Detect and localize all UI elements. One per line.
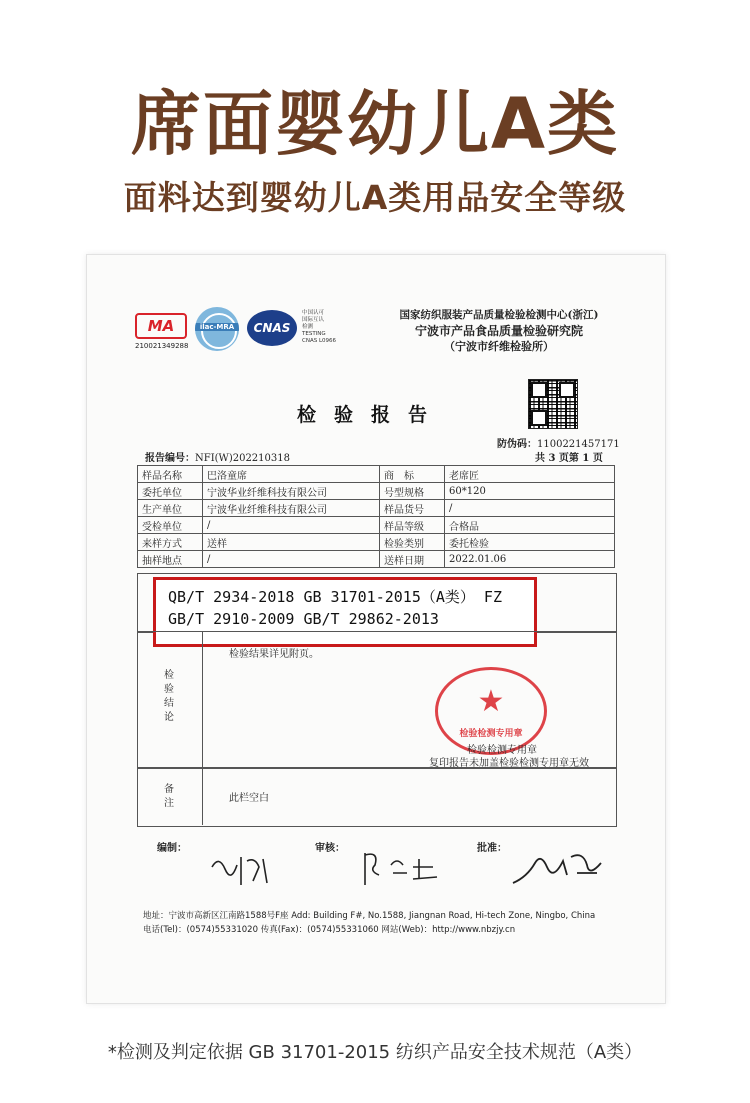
cnas-text-5: CNAS L0966 bbox=[302, 338, 337, 344]
cell-value: / bbox=[445, 500, 615, 517]
standards-line-1: QB/T 2934-2018 GB 31701-2015（A类） FZ bbox=[168, 588, 502, 606]
table-row bbox=[138, 500, 615, 517]
report-number: NFI(W)202210318 bbox=[195, 453, 290, 464]
conclusion-label: 检验结论 bbox=[164, 670, 174, 723]
reviewer-signature bbox=[357, 845, 447, 889]
cell-label: 生产单位 bbox=[138, 500, 203, 517]
remarks-box bbox=[137, 767, 617, 827]
anti-fake-code: 1100221457171 bbox=[537, 439, 620, 450]
stamp-star-icon: ★ bbox=[477, 684, 505, 719]
stamp-text: 检验检测专用章 bbox=[459, 729, 523, 739]
page-title: 席面婴幼儿A类 bbox=[130, 83, 620, 165]
cell-label: 受检单位 bbox=[138, 517, 203, 534]
cell-label: 号型规格 bbox=[380, 483, 445, 500]
cell-label: 样品货号 bbox=[380, 500, 445, 517]
remarks-divider bbox=[202, 767, 203, 825]
institution-header bbox=[339, 307, 659, 355]
stamp-note-1: 检验检测专用章 bbox=[467, 745, 537, 756]
sample-info-table bbox=[137, 465, 615, 568]
cnas-logo-mark: CNAS bbox=[247, 310, 297, 346]
institution-line-3: （宁波市纤维检验所） bbox=[444, 340, 554, 353]
cnas-text-3: 检测 bbox=[302, 324, 314, 330]
ma-logo-mark: MA bbox=[135, 313, 187, 339]
anti-fake-label: 防伪码： bbox=[497, 439, 537, 450]
cell-value: 老席匠 bbox=[445, 466, 615, 483]
page-subtitle: 面料达到婴幼儿A类用品安全等级 bbox=[123, 178, 627, 217]
conclusion-divider bbox=[202, 631, 203, 767]
approver-label: 批准： bbox=[477, 843, 507, 854]
page-count: 共 3 页第 1 页 bbox=[535, 453, 603, 464]
cell-value: 2022.01.06 bbox=[445, 551, 615, 568]
ma-number: 210021349288 bbox=[135, 342, 189, 350]
cnas-text-4: TESTING bbox=[302, 331, 326, 337]
compiler-label: 编制： bbox=[157, 843, 187, 854]
cell-value: / bbox=[203, 517, 380, 534]
report-number-label: 报告编号： bbox=[145, 453, 195, 464]
cell-label: 商 标 bbox=[380, 466, 445, 483]
cell-value: 送样 bbox=[203, 534, 380, 551]
address-line-1: 地址：宁波市高新区江南路1588号F座 Add: Building F#, No.1588, Jiangnan Road, Hi-tech Zone, Ningbo, China bbox=[143, 911, 596, 921]
standards-line-2: GB/T 2910-2009 GB/T 29862-2013 bbox=[168, 610, 439, 628]
remarks-text: 此栏空白 bbox=[229, 793, 269, 804]
compiler-signature bbox=[207, 847, 277, 889]
remarks-label: 备注 bbox=[164, 784, 174, 809]
inspection-report-document bbox=[86, 254, 666, 1004]
ma-logo bbox=[135, 313, 188, 350]
cell-value: 宁波华业纤维科技有限公司 bbox=[203, 483, 380, 500]
table-row bbox=[138, 517, 615, 534]
cnas-description bbox=[302, 310, 336, 345]
report-number-row bbox=[145, 449, 290, 464]
cell-value: 合格品 bbox=[445, 517, 615, 534]
cell-label: 样品名称 bbox=[138, 466, 203, 483]
cell-label: 委托单位 bbox=[138, 483, 203, 500]
report-title: 检验报告 bbox=[297, 404, 446, 426]
cnas-text-2: 国际互认 bbox=[302, 317, 325, 323]
cell-label: 抽样地点 bbox=[138, 551, 203, 568]
ilac-mra-label: ilac-MRA bbox=[195, 323, 239, 331]
cell-value: 宁波华业纤维科技有限公司 bbox=[203, 500, 380, 517]
footnote: *检测及判定依据 GB 31701-2015 纺织产品安全技术规范（A类） bbox=[107, 1042, 643, 1063]
qr-code bbox=[528, 379, 578, 429]
table-row bbox=[138, 551, 615, 568]
reviewer-label: 审核： bbox=[315, 843, 345, 854]
cell-label: 来样方式 bbox=[138, 534, 203, 551]
ilac-mra-logo bbox=[195, 307, 239, 351]
cell-label: 送样日期 bbox=[380, 551, 445, 568]
cnas-text-1: 中国认可 bbox=[302, 310, 325, 316]
cell-value: 60*120 bbox=[445, 483, 615, 500]
institution-line-2: 宁波市产品食品质量检验研究院 bbox=[414, 324, 583, 338]
table-row bbox=[138, 534, 615, 551]
address-line-2: 电话(Tel)：(0574)55331020 传真(Fax)：(0574)55331060 网站(Web)：http://www.nbzjy.cn bbox=[143, 925, 516, 935]
table-row bbox=[138, 483, 615, 500]
approver-signature bbox=[507, 843, 607, 891]
anti-fake-row bbox=[497, 435, 620, 450]
cnas-logo bbox=[247, 310, 297, 346]
cell-value: 巴洛童席 bbox=[203, 466, 380, 483]
table-row bbox=[138, 466, 615, 483]
cell-label: 检验类别 bbox=[380, 534, 445, 551]
conclusion-text: 检验结果详见附页。 bbox=[229, 649, 319, 660]
stamp-note-2: 复印报告未加盖检验检测专用章无效 bbox=[429, 758, 589, 769]
cell-value: 委托检验 bbox=[445, 534, 615, 551]
cell-label: 样品等级 bbox=[380, 517, 445, 534]
cell-value: / bbox=[203, 551, 380, 568]
institution-line-1: 国家纺织服装产品质量检验检测中心(浙江) bbox=[399, 309, 599, 321]
